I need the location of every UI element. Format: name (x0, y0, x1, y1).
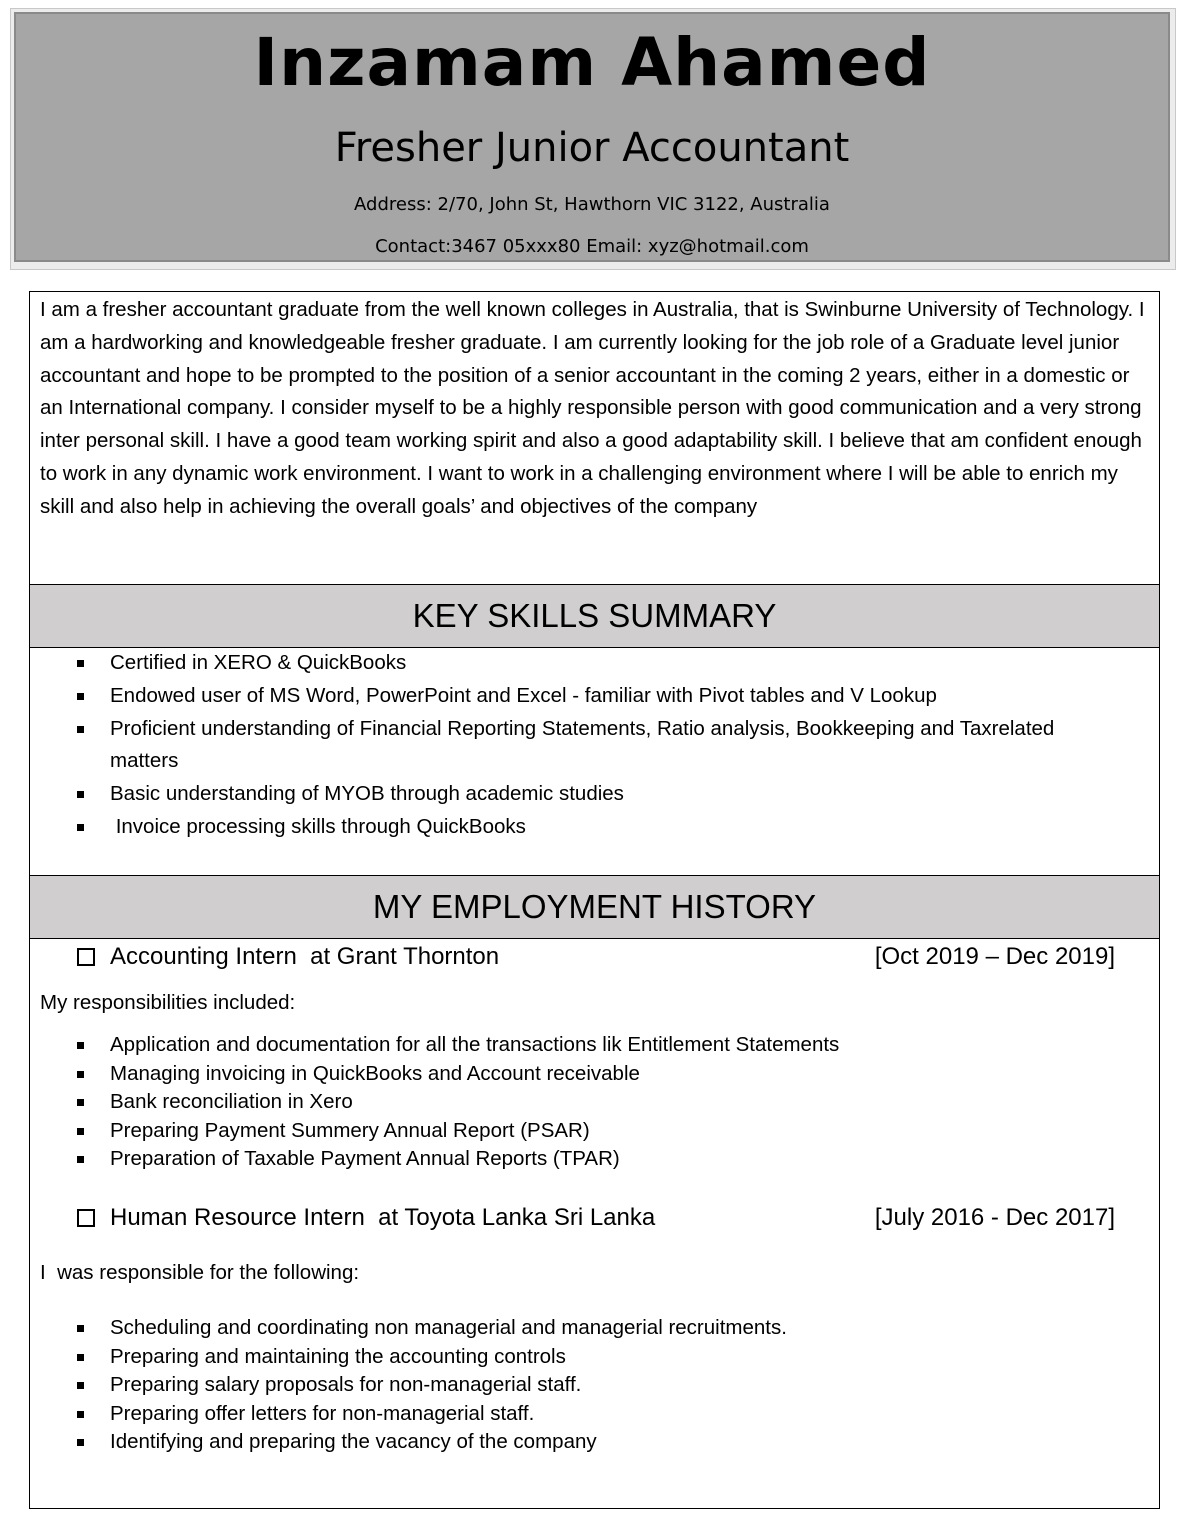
list-item: Managing invoicing in QuickBooks and Account receivable (30, 1060, 1159, 1089)
responsibilities-intro: My responsibilities included: (40, 991, 296, 1014)
responsibilities-list (30, 1031, 1159, 1174)
list-item: Preparing salary proposals for non-managerial staff. (30, 1371, 1159, 1400)
list-item: Preparation of Taxable Payment Annual Reports (TPAR) (30, 1145, 1159, 1174)
list-item: Identifying and preparing the vacancy of the company (30, 1428, 1159, 1457)
job-role: Accounting Intern at Grant Thornton (110, 943, 500, 970)
resume-body (29, 291, 1160, 1509)
job-entry (30, 939, 1159, 975)
list-item: Proficient understanding of Financial Reporting Statements, Ratio analysis, Bookkeeping and Taxrelated matters (30, 713, 1159, 779)
address-line: Address: 2/70, John St, Hawthorn VIC 3122, Australia (354, 194, 830, 215)
square-bullet-icon (77, 791, 84, 798)
job-title: Fresher Junior Accountant (334, 125, 850, 171)
square-bullet-icon (77, 1042, 84, 1049)
square-bullet-icon (77, 1354, 84, 1361)
square-bullet-icon (77, 1128, 84, 1135)
square-bullet-icon (77, 660, 84, 667)
square-bullet-icon (77, 1325, 84, 1332)
list-item: Scheduling and coordinating non managerial and managerial recruitments. (30, 1314, 1159, 1343)
responsibilities-intro: I was responsible for the following: (40, 1261, 360, 1284)
profile-summary: I am a fresher accountant graduate from the well known colleges in Australia, that is Swinburne University of Technology. I am a hardworking and knowledgeable fresher graduate. I am currently looking for the job role of a Graduate level junior accountant and hope to be prompted to the position of a senior accountant in the coming 2 years, either in a domestic or an International company. I consider myself to be a highly responsible person with good communication and a very strong inter personal skill. I have a good team working spirit and also a good adaptability skill. I believe that am confident enough to work in any dynamic work environment. I want to work in a challenging environment where I will be able to enrich my skill and also help in achieving the overall goals’ and objectives of the company (40, 298, 1145, 518)
skills-section-heading: KEY SKILLS SUMMARY (30, 584, 1159, 648)
contact-line: Contact:3467 05xxx80 Email: xyz@hotmail.com (375, 236, 809, 257)
list-item: Bank reconciliation in Xero (30, 1088, 1159, 1117)
square-bullet-icon (77, 1411, 84, 1418)
header-banner (14, 12, 1170, 262)
square-bullet-icon (77, 1439, 84, 1446)
job-entry (30, 1200, 1159, 1236)
employment-section-heading: MY EMPLOYMENT HISTORY (30, 875, 1159, 939)
square-bullet-icon (77, 1099, 84, 1106)
list-item: Basic understanding of MYOB through academic studies (30, 778, 1159, 811)
job-dates: [Oct 2019 – Dec 2019] (874, 943, 1115, 970)
list-item: Application and documentation for all the transactions lik Entitlement Statements (30, 1031, 1159, 1060)
list-item: Preparing offer letters for non-managerial staff. (30, 1400, 1159, 1429)
list-item: Preparing Payment Summery Annual Report (PSAR) (30, 1117, 1159, 1146)
square-bullet-icon (77, 824, 84, 831)
checkbox-icon (77, 948, 95, 966)
square-bullet-icon (77, 1071, 84, 1078)
job-dates: [July 2016 - Dec 2017] (874, 1204, 1115, 1231)
candidate-name: Inzamam Ahamed (253, 24, 931, 101)
list-item: Endowed user of MS Word, PowerPoint and Excel - familiar with Pivot tables and V Lookup (30, 680, 1159, 713)
square-bullet-icon (77, 726, 84, 733)
skills-list (30, 647, 1159, 844)
checkbox-icon (77, 1209, 95, 1227)
list-item: Preparing and maintaining the accounting controls (30, 1343, 1159, 1372)
square-bullet-icon (77, 1156, 84, 1163)
square-bullet-icon (77, 1382, 84, 1389)
list-item: Certified in XERO & QuickBooks (30, 647, 1159, 680)
square-bullet-icon (77, 693, 84, 700)
job-role: Human Resource Intern at Toyota Lanka Sri Lanka (110, 1204, 656, 1231)
list-item: Invoice processing skills through QuickBooks (30, 811, 1159, 844)
responsibilities-list (30, 1314, 1159, 1457)
